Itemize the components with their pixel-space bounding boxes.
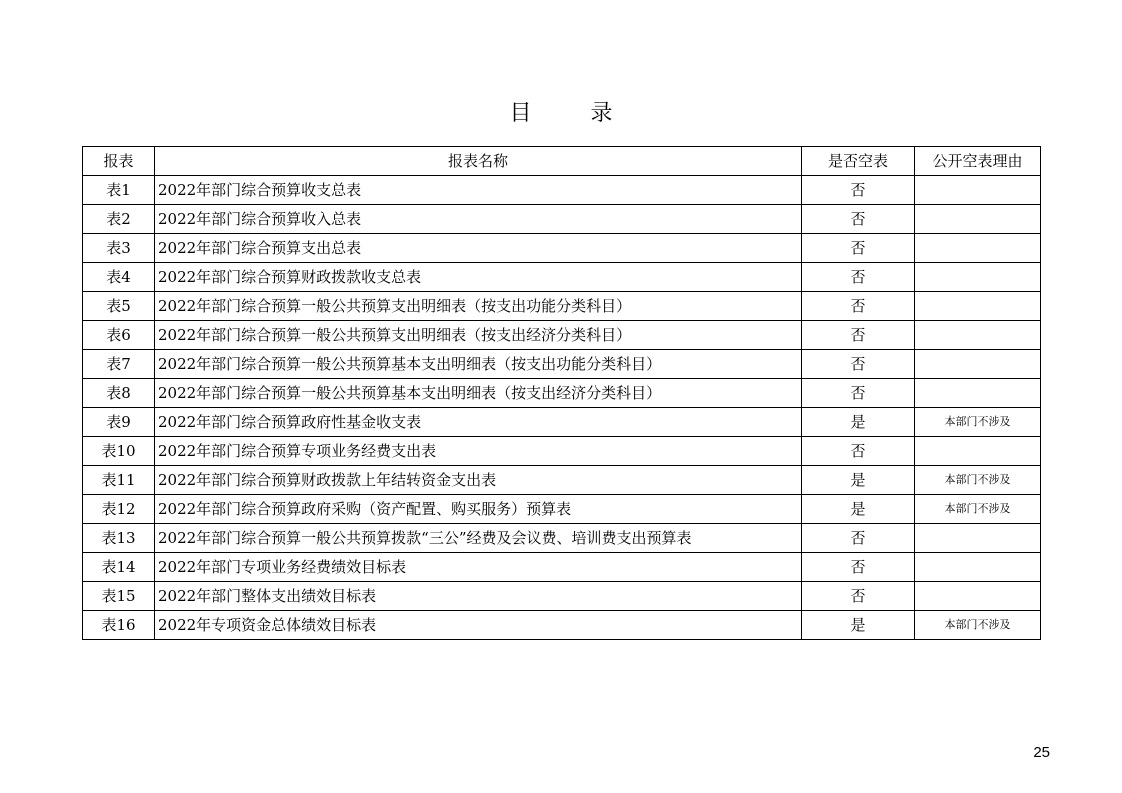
- table-row: [83, 466, 1041, 495]
- row-name: 2022年部门综合预算收支总表: [155, 176, 802, 205]
- row-id: 表4: [83, 263, 155, 292]
- row-id: 表5: [83, 292, 155, 321]
- page-number: 25: [1033, 744, 1050, 761]
- row-reason: [915, 205, 1041, 234]
- row-reason: 本部门不涉及: [915, 466, 1041, 495]
- row-is-empty: 是: [802, 466, 915, 495]
- toc-table: [82, 146, 1041, 640]
- row-id: 表16: [83, 611, 155, 640]
- row-reason: 本部门不涉及: [915, 611, 1041, 640]
- row-is-empty: 否: [802, 321, 915, 350]
- table-row: [83, 379, 1041, 408]
- row-id: 表3: [83, 234, 155, 263]
- header-is-empty: 是否空表: [802, 147, 915, 176]
- table-row: [83, 524, 1041, 553]
- row-name: 2022年部门综合预算政府性基金收支表: [155, 408, 802, 437]
- row-name: 2022年部门综合预算一般公共预算基本支出明细表（按支出功能分类科目）: [155, 350, 802, 379]
- row-reason: [915, 582, 1041, 611]
- row-id: 表6: [83, 321, 155, 350]
- row-name: 2022年部门综合预算政府采购（资产配置、购买服务）预算表: [155, 495, 802, 524]
- table-row: [83, 582, 1041, 611]
- row-id: 表8: [83, 379, 155, 408]
- row-id: 表15: [83, 582, 155, 611]
- header-id: 报表: [83, 147, 155, 176]
- row-name: 2022年部门综合预算支出总表: [155, 234, 802, 263]
- row-reason: 本部门不涉及: [915, 495, 1041, 524]
- row-name: 2022年部门专项业务经费绩效目标表: [155, 553, 802, 582]
- row-reason: [915, 553, 1041, 582]
- table-row: [83, 321, 1041, 350]
- row-name: 2022年部门综合预算一般公共预算基本支出明细表（按支出经济分类科目）: [155, 379, 802, 408]
- row-id: 表10: [83, 437, 155, 466]
- table-body: [83, 176, 1041, 640]
- row-id: 表9: [83, 408, 155, 437]
- row-is-empty: 否: [802, 437, 915, 466]
- table-row: [83, 350, 1041, 379]
- row-is-empty: 否: [802, 350, 915, 379]
- row-reason: [915, 234, 1041, 263]
- row-reason: [915, 437, 1041, 466]
- table-row: [83, 437, 1041, 466]
- row-id: 表1: [83, 176, 155, 205]
- table-row: [83, 292, 1041, 321]
- row-name: 2022年专项资金总体绩效目标表: [155, 611, 802, 640]
- table-row: [83, 611, 1041, 640]
- row-name: 2022年部门综合预算一般公共预算支出明细表（按支出功能分类科目）: [155, 292, 802, 321]
- row-is-empty: 否: [802, 553, 915, 582]
- row-name: 2022年部门综合预算一般公共预算支出明细表（按支出经济分类科目）: [155, 321, 802, 350]
- row-name: 2022年部门整体支出绩效目标表: [155, 582, 802, 611]
- table-row: [83, 495, 1041, 524]
- row-id: 表12: [83, 495, 155, 524]
- row-id: 表14: [83, 553, 155, 582]
- row-is-empty: 否: [802, 379, 915, 408]
- row-is-empty: 否: [802, 205, 915, 234]
- row-reason: [915, 176, 1041, 205]
- table-row: [83, 553, 1041, 582]
- header-reason: 公开空表理由: [915, 147, 1041, 176]
- row-is-empty: 否: [802, 582, 915, 611]
- row-reason: 本部门不涉及: [915, 408, 1041, 437]
- row-reason: [915, 321, 1041, 350]
- row-name: 2022年部门综合预算一般公共预算拨款“三公”经费及会议费、培训费支出预算表: [155, 524, 802, 553]
- row-id: 表11: [83, 466, 155, 495]
- row-id: 表2: [83, 205, 155, 234]
- page-title: 目 录: [509, 101, 639, 126]
- table-row: [83, 205, 1041, 234]
- table-header-row: [83, 147, 1041, 176]
- row-reason: [915, 524, 1041, 553]
- row-id: 表7: [83, 350, 155, 379]
- row-name: 2022年部门综合预算财政拨款上年结转资金支出表: [155, 466, 802, 495]
- row-is-empty: 否: [802, 263, 915, 292]
- row-is-empty: 是: [802, 408, 915, 437]
- row-is-empty: 否: [802, 176, 915, 205]
- row-id: 表13: [83, 524, 155, 553]
- header-name: 报表名称: [155, 147, 802, 176]
- row-is-empty: 是: [802, 495, 915, 524]
- table-row: [83, 263, 1041, 292]
- table-row: [83, 234, 1041, 263]
- row-is-empty: 否: [802, 234, 915, 263]
- row-reason: [915, 350, 1041, 379]
- table-row: [83, 176, 1041, 205]
- row-is-empty: 是: [802, 611, 915, 640]
- table-row: [83, 408, 1041, 437]
- row-is-empty: 否: [802, 292, 915, 321]
- row-name: 2022年部门综合预算财政拨款收支总表: [155, 263, 802, 292]
- row-is-empty: 否: [802, 524, 915, 553]
- row-reason: [915, 379, 1041, 408]
- row-name: 2022年部门综合预算收入总表: [155, 205, 802, 234]
- row-reason: [915, 292, 1041, 321]
- row-reason: [915, 263, 1041, 292]
- row-name: 2022年部门综合预算专项业务经费支出表: [155, 437, 802, 466]
